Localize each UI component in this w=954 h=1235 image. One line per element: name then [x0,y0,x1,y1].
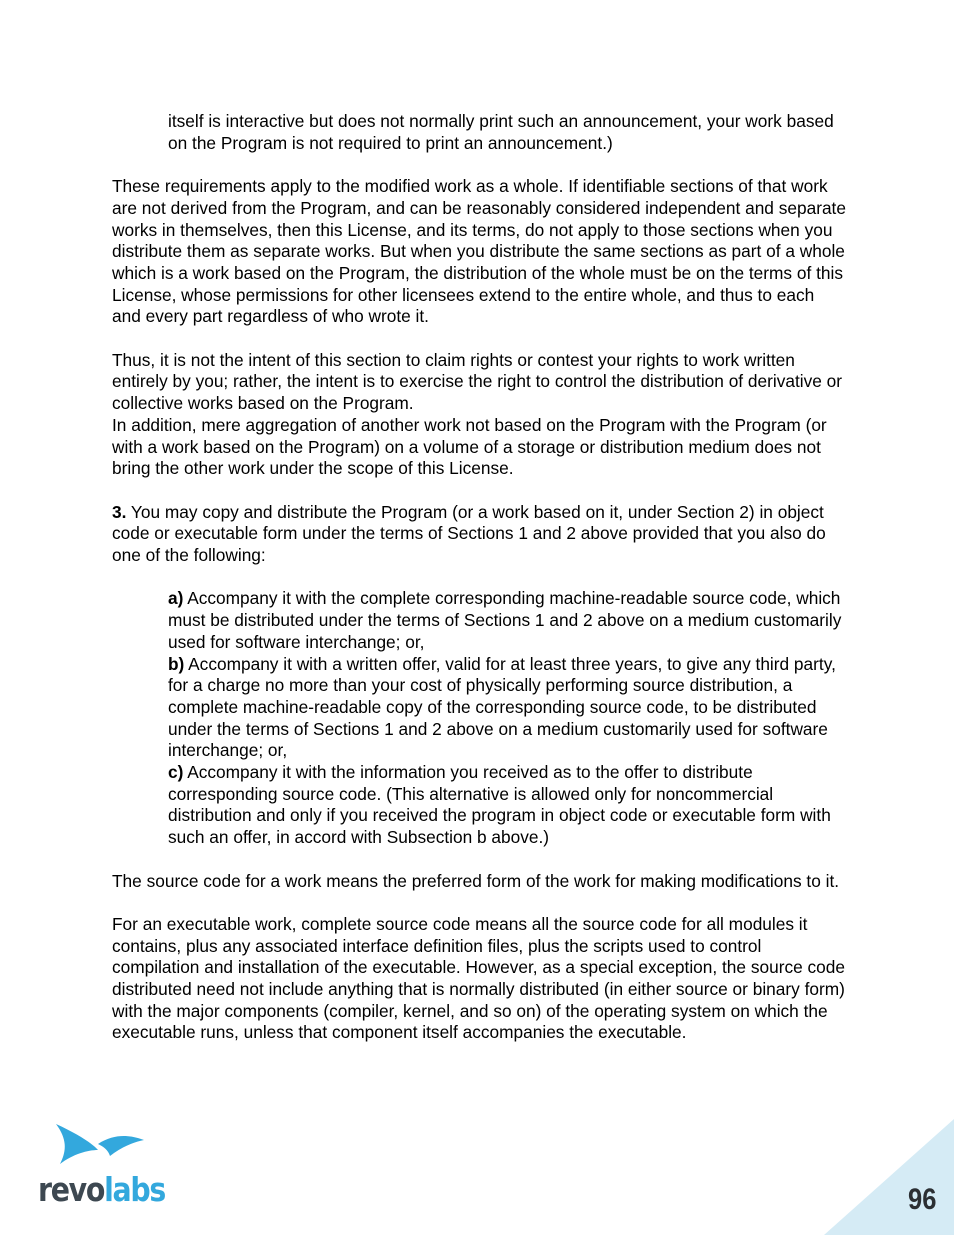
paragraph-continuation: itself is interactive but does not normally print such an announcement, your work based on the Program is not required to print an announcement.) [168,111,834,153]
logo-text-revo: revo [38,1170,105,1209]
document-body [112,111,847,1044]
page-number: 96 [907,1183,936,1216]
clause-b-label: b) [168,653,185,674]
revolabs-logo [38,1122,166,1212]
clause-c [168,762,847,849]
clause-a-label: a) [168,588,184,609]
section-3-text: You may copy and distribute the Program (or a work based on it, under Section 2) in object code or executable form under the terms of Sections 1 and 2 above provided that you also do one of the following: [112,501,826,566]
clause-b [168,654,847,763]
paragraph-source-code: The source code for a work means the preferred form of the work for making modifications to it. [112,870,840,891]
paragraph-aggregation: In addition, mere aggregation of another work not based on the Program with the Program (or with a work based on the Program) on a volume of a storage or distribution medium does not bring the other work under the scope of this License. [112,414,827,479]
clause-c-text: Accompany it with the information you received as to the offer to distribute corresponding source code. (This alternative is allowed only for noncommercial distribution and only if you received the program in object code or executable form with such an offer, in accord with Subsection b above.) [168,762,831,848]
logo-text-labs: labs [104,1170,166,1209]
paragraph-executable: For an executable work, complete source code means all the source code for all modules it contains, plus any associated interface definition files, plus the scripts used to control compilation and installation of the executable. However, as a special exception, the source code distributed need not include anything that is normally distributed (in either source or binary form) with the major components (compiler, kernel, and so on) of the operating system on which the executable runs, unless that component itself accompanies the executable. [112,913,845,1043]
logo-wordmark [38,1170,165,1210]
clause-b-text: Accompany it with a written offer, valid for at least three years, to give any third party, for a charge no more than your cost of physically performing source distribution, a complete machine-readable copy of the corresponding source code, to be distributed under the terms of Sections 1 and 2 above on a medium customarily used for software interchange; or, [168,653,836,761]
section-3-label: 3. [112,501,127,522]
clause-a-text: Accompany it with the complete corresponding machine-readable source code, which must be distributed under the terms of Sections 1 and 2 above on a medium customarily used for software interchange; or, [168,588,842,652]
clause-a [168,588,847,653]
page-corner-triangle [824,1119,954,1235]
paragraph-requirements: These requirements apply to the modified work as a whole. If identifiable sections of that work are not derived from the Program, and can be reasonably considered independent and separate works in themselves, then this License, and its terms, do not apply to those sections when you distribute them as separate works. But when you distribute the same sections as part of a whole which is a work based on the Program, the distribution of the whole must be on the terms of this License, whose permissions for other licensees extend to the entire whole, and thus to each and every part regardless of who wrote it. [112,176,846,327]
paragraph-intent: Thus, it is not the intent of this section to claim rights or contest your rights to work written entirely by you; rather, the intent is to exercise the right to control the distribution of derivative or collective works based on the Program. [112,349,843,414]
clause-c-label: c) [168,762,184,783]
wave-icon [38,1122,158,1172]
section-3 [112,502,847,567]
